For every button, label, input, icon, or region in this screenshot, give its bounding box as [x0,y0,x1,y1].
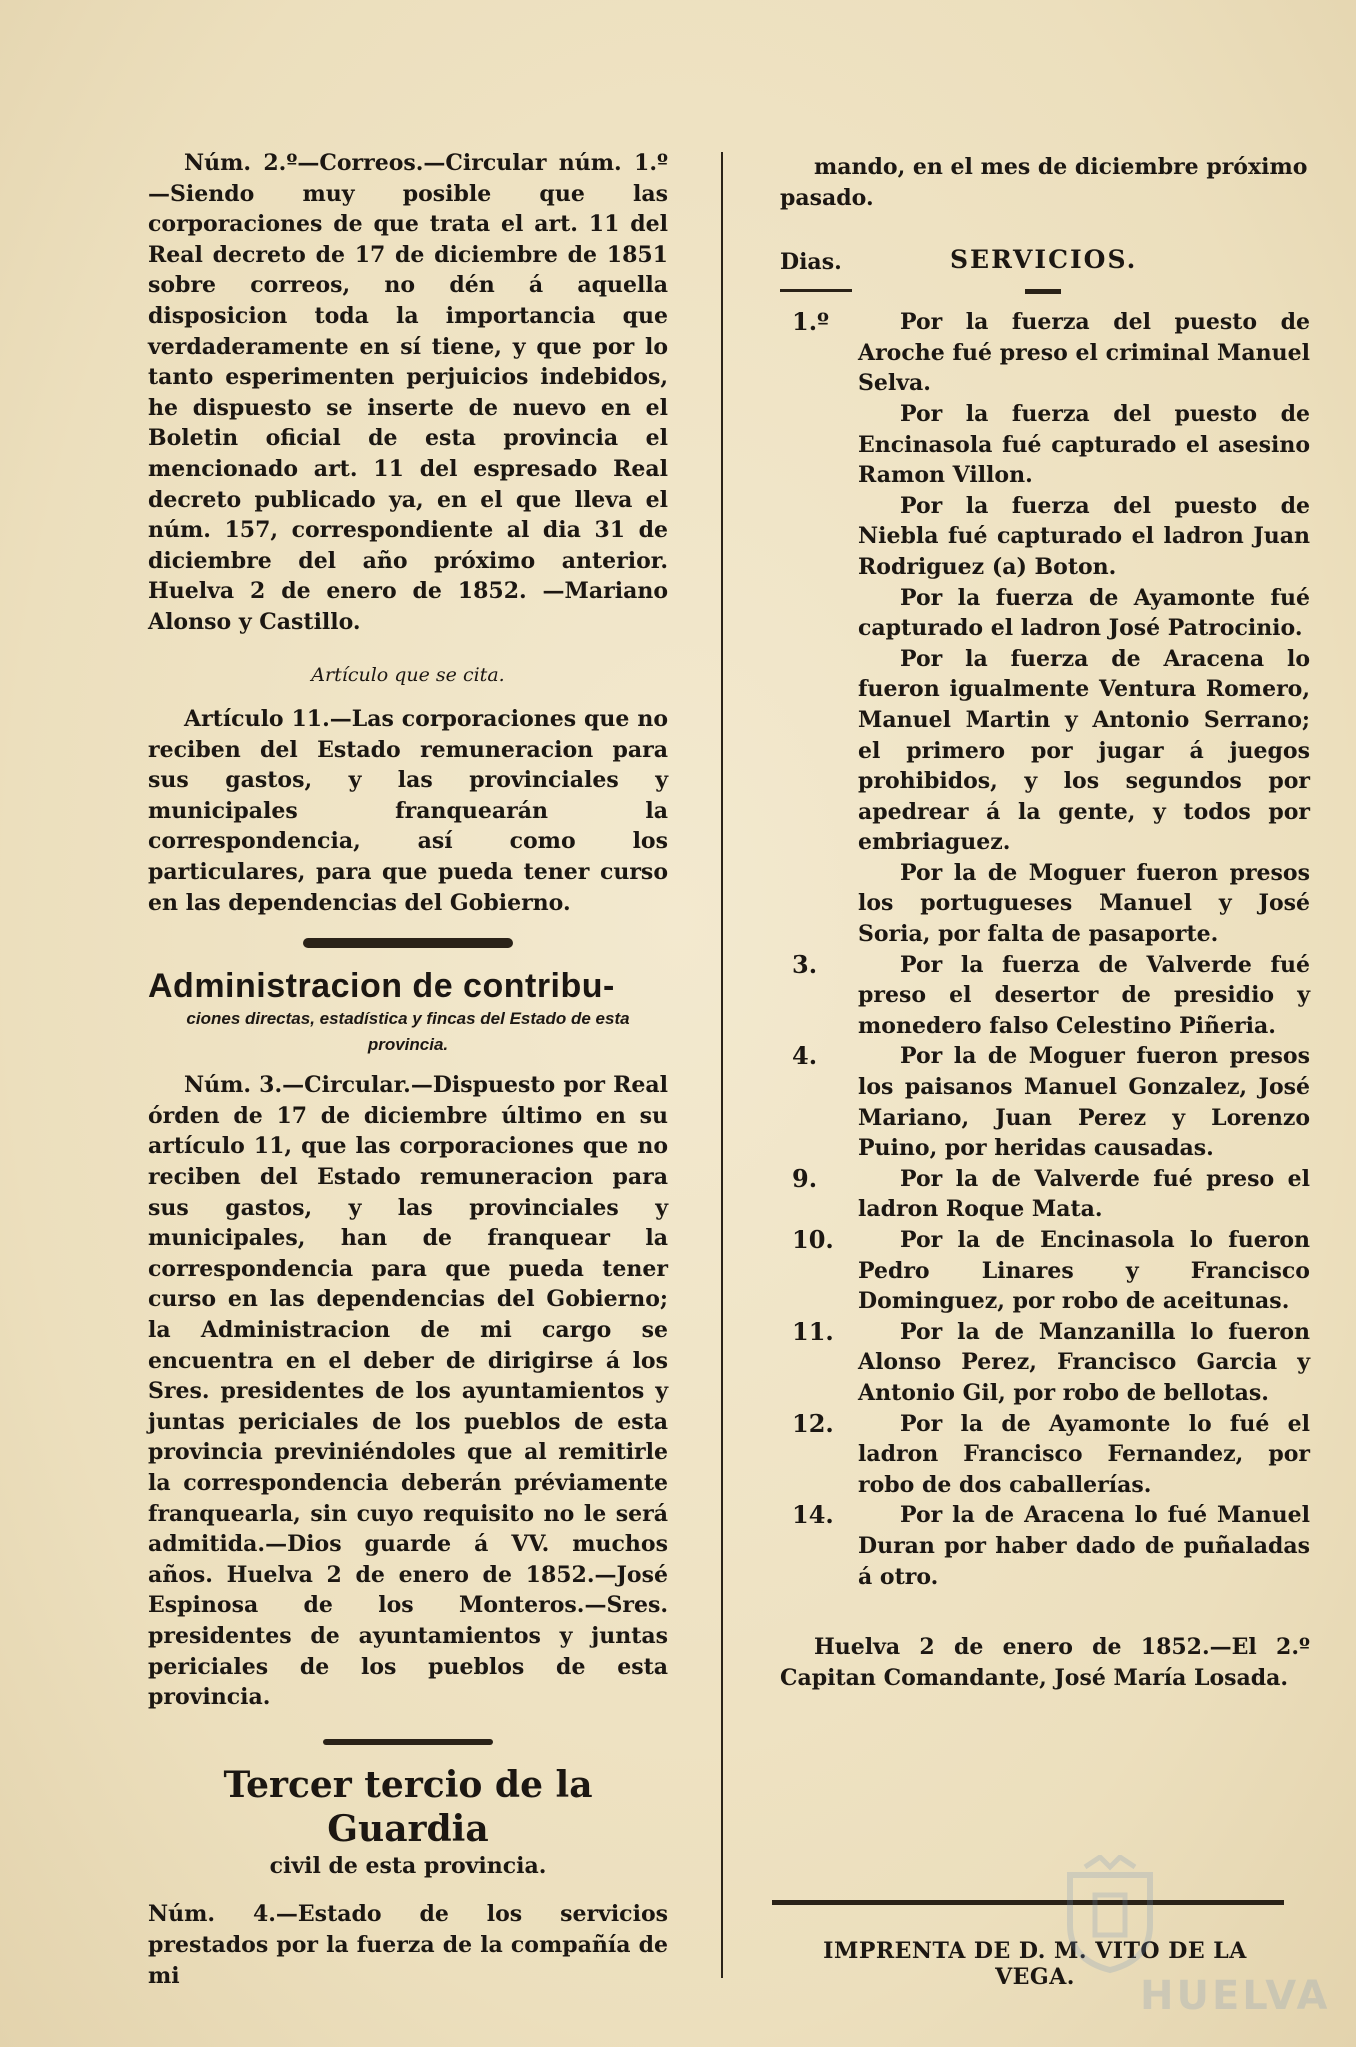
correos-circular-paragraph: Núm. 2.º—Correos.—Circular núm. 1.º—Siendo muy posible que las corporaciones de que trata el art. 11 del Real decreto de 17 de diciembre de 1851 sobre correos, no dén á aquella disposicion toda la importancia que verdaderamente en sí tiene, y que por lo tanto esperimenten perjuicios indebidos, he dispuesto se inserte de nuevo en el Boletin oficial de esta provincia el mencionado art. 11 del espresado Real decreto publicado ya, en el que lleva el núm. 157, correspondiente al dia 31 de diciembre del año próximo anterior. Huelva 2 de enero de 1852. —Mariano Alonso y Castillo. [148,150,668,635]
section-divider-ornament [303,938,513,948]
imprenta-footer: IMPRENTA DE D. M. VITO DE LA VEGA. [823,1938,1247,1990]
entry-text: Por la fuerza del puesto de Aroche fué preso el criminal Manuel Selva. [858,309,1310,397]
entry-day: 1.º [792,307,830,337]
servicios-table-header [780,241,1310,285]
entry-day: 9. [792,1163,818,1193]
service-entry [780,1409,1310,1501]
service-entry [780,644,1310,858]
service-entry [780,1317,1310,1409]
entry-text: Por la fuerza de Aracena lo fueron igualmente Ventura Romero, Manuel Martin y Antonio Serrano; el primero por jugar á juegos prohibidos, y los segundos por apedrear á la gente, y todos por embriaguez. [858,645,1310,856]
service-entry [780,491,1310,583]
archive-watermark [1050,1855,1331,2025]
column-divider [721,152,723,1978]
entry-day: 11. [792,1316,834,1346]
servicios-column-header: SERVICIOS. [950,245,1138,275]
guardia-civil-heading: Tercer tercio de la Guardia [223,1763,593,1850]
continuation-paragraph: mando, en el mes de diciembre próximo pasado. [780,154,1308,211]
entry-day: 14. [792,1500,834,1530]
left-column [148,148,668,1991]
service-entry [780,1500,1310,1592]
entry-day: 3. [792,949,818,979]
service-entry [780,1041,1310,1163]
entry-text: Por la de Manzanilla lo fueron Alonso Perez, Francisco Garcia y Antonio Gil, por robo de bellotas. [858,1318,1310,1406]
entry-text: Por la de Moguer fueron presos los portugueses Manuel y José Soria, por falta de pasaporte. [858,859,1310,948]
entry-text: Por la fuerza del puesto de Niebla fué capturado el ladron Juan Rodriguez (a) Boton. [858,492,1310,580]
service-entry [780,1164,1310,1225]
service-entry [780,583,1310,644]
entry-text: Por la de Moguer fueron presos los paisanos Manuel Gonzalez, José Mariano, Juan Perez y Lorenzo Puino, por heridas causadas. [858,1043,1310,1162]
servicios-underline [1025,289,1061,294]
entry-text: Por la de Valverde fué preso el ladron Roque Mata. [858,1165,1310,1223]
entry-text: Por la fuerza del puesto de Encinasola fué capturado el asesino Ramon Villon. [858,400,1310,489]
entry-text: Por la fuerza de Valverde fué preso el desertor de presidio y monedero falso Celestino Piñeria. [858,951,1310,1039]
watermark-text: HUELVA [1140,1973,1331,2019]
coat-of-arms-icon [1050,1855,1170,1975]
administracion-subheading: ciones directas, estadística y fincas del Estado de esta provincia. [186,1009,630,1055]
articulo-11-paragraph: Artículo 11.—Las corporaciones que no reciben del Estado remuneracion para sus gastos, y las provinciales y municipales franquearán la correspondencia, así como los particulares, para que pueda tener curso en las dependencias del Gobierno. [148,706,668,916]
right-column [780,152,1310,1693]
closing-signature: Huelva 2 de enero de 1852.—El 2.º Capitan Comandante, José María Losada. [780,1634,1310,1691]
dias-column-header: Dias. [780,249,842,276]
entry-day: 12. [792,1408,834,1438]
circular-3-paragraph: Núm. 3.—Circular.—Dispuesto por Real órden de 17 de diciembre último en su artículo 11, que las corporaciones que no reciben del Estado remuneracion para sus gastos, y las provinciales y municipales, han de franquear la correspondencia para que pueda tener curso en las dependencias del Gobierno; la Administracion de mi cargo se encuentra en el deber de dirigirse á los Sres. presidentes de los ayuntamientos y juntas periciales de los pueblos de esta provincia previniéndoles que al remitirle la correspondencia deberán préviamente franquearla, sin cuyo requisito no le será admitida.—Dios guarde á VV. muchos años. Huelva 2 de enero de 1852.—José Espinosa de los Monteros.—Sres. presidentes de ayuntamientos y juntas periciales de los pueblos de esta provincia. [148,1072,668,1711]
guardia-civil-subheading: civil de esta provincia. [269,1852,547,1879]
entry-day: 10. [792,1225,834,1254]
entry-text: Por la fuerza de Ayamonte fué capturado el ladron José Patrocinio. [858,584,1310,642]
entry-day: 4. [792,1041,818,1071]
service-entry [780,950,1310,1042]
section-divider-ornament-2 [323,1739,493,1745]
dias-underline [780,289,852,292]
service-entry [780,307,1310,399]
administracion-heading: Administracion de contribu- [148,967,615,1006]
service-entry [780,1225,1310,1317]
entry-text: Por la de Ayamonte lo fué el ladron Francisco Fernandez, por robo de dos caballerías. [858,1410,1310,1498]
articulo-caption: Artículo que se cita. [311,663,505,686]
entry-text: Por la de Encinasola lo fueron Pedro Linares y Francisco Dominguez, por robo de aceitunas. [858,1227,1310,1315]
num-4-paragraph: Núm. 4.—Estado de los servicios prestados por la fuerza de la compañía de mi [148,1901,668,1989]
service-entry [780,399,1310,491]
service-entry [780,858,1310,950]
entry-text: Por la de Aracena lo fué Manuel Duran por haber dado de puñaladas á otro. [858,1502,1310,1590]
